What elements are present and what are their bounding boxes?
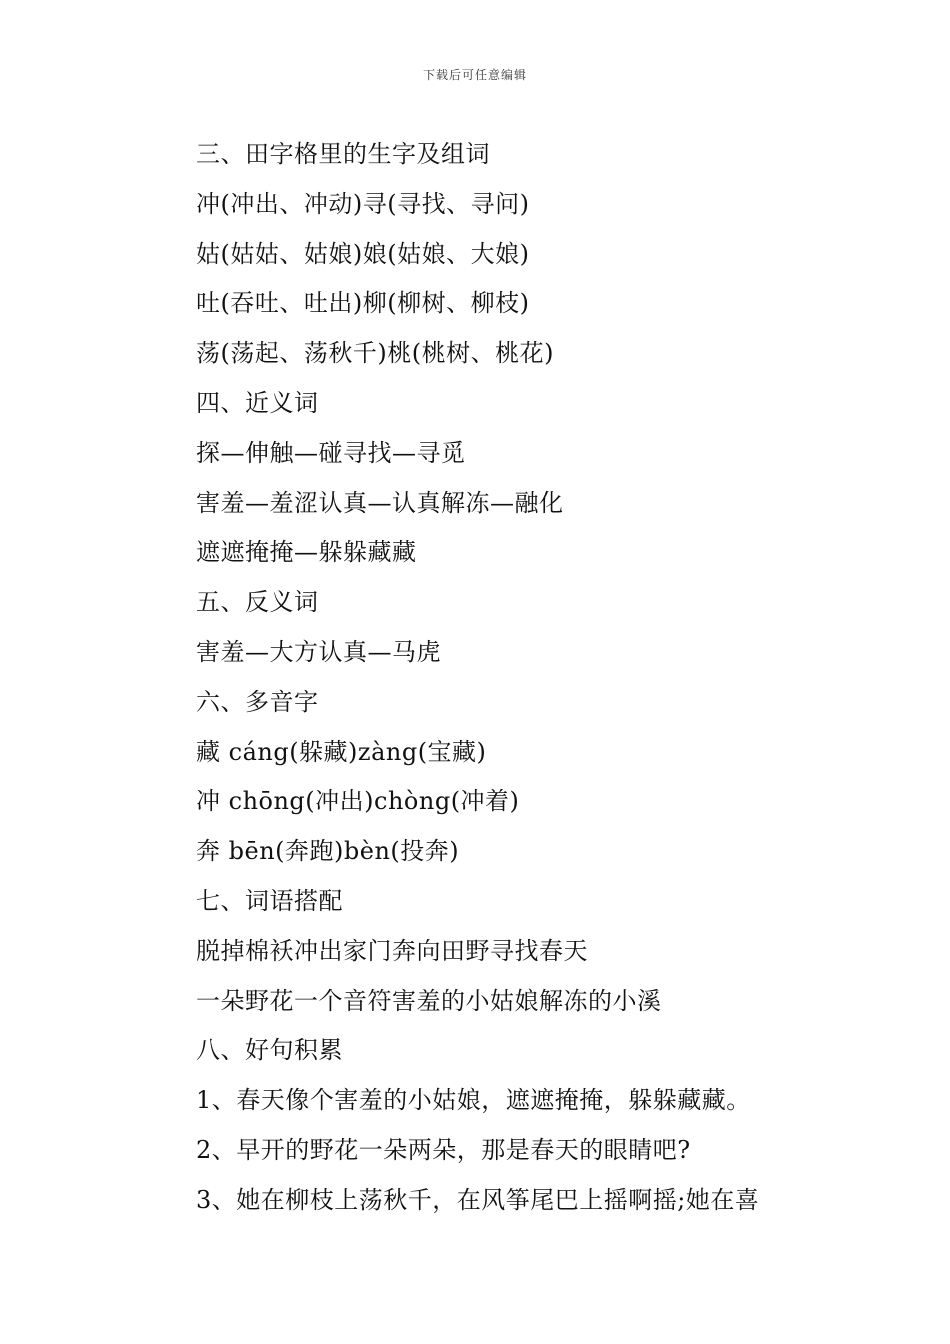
text-line: 探—伸触—碰寻找—寻觅	[196, 438, 466, 467]
text-line: 脱掉棉袄冲出家门奔向田野寻找春天	[196, 936, 588, 965]
text-line: 冲(冲出、冲动)寻(寻找、寻问)	[196, 189, 530, 218]
text-line: 藏 cáng(躲藏)zàng(宝藏)	[196, 737, 487, 766]
text-line: 3、她在柳枝上荡秋千，在风筝尾巴上摇啊摇;她在喜	[196, 1185, 760, 1214]
text-line: 一朵野花一个音符害羞的小姑娘解冻的小溪	[196, 986, 662, 1015]
section-heading-polyphones: 六、多音字	[196, 687, 319, 716]
section-heading-new-characters: 三、田字格里的生字及组词	[196, 140, 490, 168]
text-line: 2、早开的野花一朵两朵，那是春天的眼睛吧?	[196, 1135, 691, 1164]
section-heading-good-sentences: 八、好句积累	[196, 1036, 343, 1065]
text-line: 吐(吞吐、吐出)柳(柳树、柳枝)	[196, 289, 530, 318]
text-line: 害羞—羞涩认真—认真解冻—融化	[196, 488, 564, 517]
document-body	[196, 130, 896, 1226]
text-line: 冲 chōng(冲出)chòng(冲着)	[196, 787, 520, 816]
text-line: 遮遮掩掩—躲躲藏藏	[196, 538, 417, 567]
text-line: 荡(荡起、荡秋千)桃(桃树、桃花)	[196, 339, 554, 368]
section-heading-antonyms: 五、反义词	[196, 588, 319, 617]
header-note: 下载后可任意编辑	[422, 68, 527, 82]
section-heading-collocations: 七、词语搭配	[196, 886, 343, 915]
text-line: 1、春天像个害羞的小姑娘，遮遮掩掩，躲躲藏藏。	[196, 1086, 751, 1115]
section-heading-synonyms: 四、近义词	[196, 388, 319, 417]
text-line: 害羞—大方认真—马虎	[196, 637, 441, 666]
text-line: 奔 bēn(奔跑)bèn(投奔)	[196, 837, 460, 866]
text-line: 姑(姑姑、姑娘)娘(姑娘、大娘)	[196, 239, 530, 268]
